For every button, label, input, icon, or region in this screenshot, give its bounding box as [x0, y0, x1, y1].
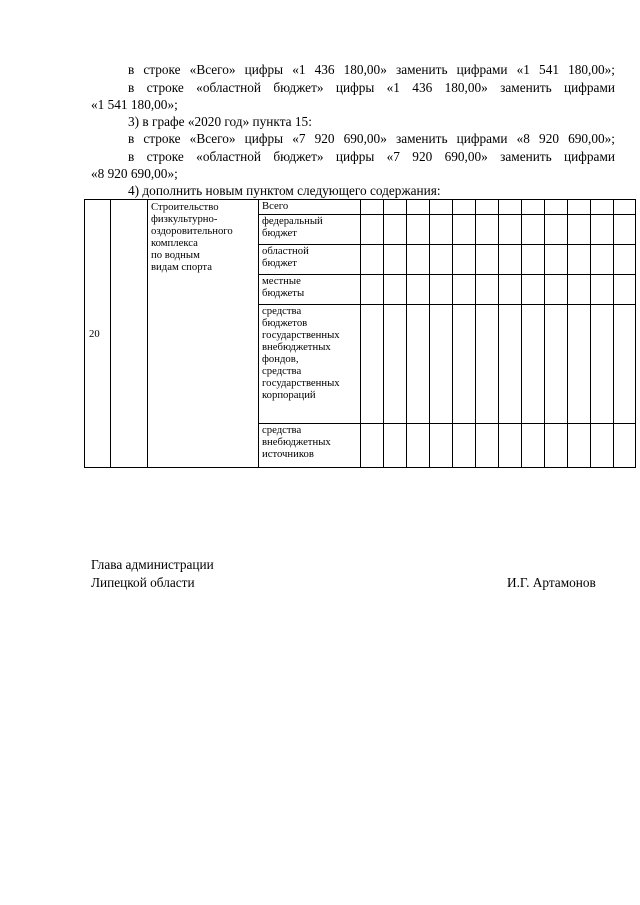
- value-cell: [476, 305, 499, 424]
- value-cell: [614, 275, 636, 305]
- value-cell: [545, 200, 568, 215]
- value-cell: [568, 200, 591, 215]
- value-cell: [545, 424, 568, 468]
- value-cell: [568, 245, 591, 275]
- value-cell: [591, 215, 614, 245]
- value-cell: [522, 215, 545, 245]
- value-cell: [614, 424, 636, 468]
- source-label-line: местные: [262, 275, 301, 287]
- table-row: [85, 200, 636, 215]
- source-label-line: средства: [262, 305, 302, 317]
- source-label-line: бюджеты: [262, 287, 305, 299]
- value-cell: [361, 275, 384, 305]
- program-table: [84, 199, 636, 468]
- amendment-line-1: в строке «Всего» цифры «1 436 180,00» заменить цифрами «1 541 180,00»;: [128, 62, 615, 77]
- value-cell: [407, 305, 430, 424]
- source-label-line: федеральный: [262, 215, 323, 227]
- value-cell: [384, 245, 407, 275]
- value-cell: [591, 424, 614, 468]
- source-label-line: бюджет: [262, 227, 297, 239]
- object-name-cell: [148, 200, 259, 468]
- amendment-line-2: в строке «областной бюджет» цифры «1 436 180,00» заменить цифрами: [128, 80, 615, 95]
- value-cell: [430, 424, 453, 468]
- value-cell: [361, 200, 384, 215]
- empty-cell: [111, 200, 148, 468]
- value-cell: [384, 424, 407, 468]
- value-cell: [476, 275, 499, 305]
- value-cell: [522, 275, 545, 305]
- object-name-line: по водным: [151, 249, 200, 261]
- value-cell: [407, 200, 430, 215]
- value-cell: [614, 245, 636, 275]
- value-cell: [522, 424, 545, 468]
- value-cell: [476, 245, 499, 275]
- source-extrabudgetary-cell: [259, 424, 361, 468]
- source-local-cell: [259, 275, 361, 305]
- value-cell: [453, 275, 476, 305]
- value-cell: [430, 305, 453, 424]
- value-cell: [384, 275, 407, 305]
- object-name-line: Строительство: [151, 201, 219, 213]
- value-cell: [545, 245, 568, 275]
- value-cell: [614, 305, 636, 424]
- value-cell: [361, 215, 384, 245]
- object-name-line: видам спорта: [151, 261, 212, 273]
- amendment-line-5-cont: «8 920 690,00»;: [91, 166, 178, 181]
- amendment-line-4: в строке «Всего» цифры «7 920 690,00» заменить цифрами «8 920 690,00»;: [128, 131, 615, 146]
- value-cell: [476, 200, 499, 215]
- item-3-heading: 3) в графе «2020 год» пункта 15:: [128, 114, 312, 129]
- source-label-line: бюджет: [262, 257, 297, 269]
- value-cell: [499, 245, 522, 275]
- value-cell: [430, 275, 453, 305]
- value-cell: [384, 305, 407, 424]
- value-cell: [453, 305, 476, 424]
- value-cell: [545, 305, 568, 424]
- source-state-funds-cell: [259, 305, 361, 424]
- source-label-line: фондов,: [262, 353, 299, 365]
- value-cell: [361, 424, 384, 468]
- signatory-name: И.Г. Артамонов: [507, 575, 596, 590]
- value-cell: [430, 245, 453, 275]
- value-cell: [407, 424, 430, 468]
- value-cell: [568, 215, 591, 245]
- value-cell: [384, 215, 407, 245]
- source-label-line: государственных: [262, 329, 340, 341]
- value-cell: [522, 305, 545, 424]
- value-cell: [453, 245, 476, 275]
- value-cell: [614, 200, 636, 215]
- value-cell: [499, 200, 522, 215]
- value-cell: [453, 424, 476, 468]
- value-cell: [568, 275, 591, 305]
- value-cell: [522, 245, 545, 275]
- source-label-line: источников: [262, 448, 314, 460]
- source-label-line: средства: [262, 365, 302, 377]
- row-number-cell: 20: [85, 200, 111, 468]
- value-cell: [499, 215, 522, 245]
- value-cell: [499, 424, 522, 468]
- value-cell: [568, 424, 591, 468]
- value-cell: [430, 200, 453, 215]
- value-cell: [568, 305, 591, 424]
- value-cell: [591, 200, 614, 215]
- item-4-heading: 4) дополнить новым пунктом следующего содержания:: [128, 183, 441, 198]
- value-cell: [499, 275, 522, 305]
- value-cell: [361, 245, 384, 275]
- source-regional-cell: [259, 245, 361, 275]
- signatory-position-line1: Глава администрации: [91, 557, 214, 572]
- value-cell: [361, 305, 384, 424]
- source-label-line: областной: [262, 245, 309, 257]
- source-label-line: средства: [262, 424, 302, 436]
- value-cell: [591, 275, 614, 305]
- amendment-line-2-cont: «1 541 180,00»;: [91, 97, 178, 112]
- value-cell: [476, 424, 499, 468]
- value-cell: [591, 305, 614, 424]
- source-label-line: бюджетов: [262, 317, 308, 329]
- value-cell: [384, 200, 407, 215]
- amendment-line-5: в строке «областной бюджет» цифры «7 920 690,00» заменить цифрами: [128, 149, 615, 164]
- value-cell: [407, 215, 430, 245]
- source-label-line: внебюджетных: [262, 436, 331, 448]
- source-label-line: государственных: [262, 377, 340, 389]
- object-name-line: комплекса: [151, 237, 198, 249]
- source-federal-cell: [259, 215, 361, 245]
- value-cell: [453, 215, 476, 245]
- value-cell: [407, 245, 430, 275]
- source-label-line: корпораций: [262, 389, 316, 401]
- source-label-line: Всего: [262, 200, 289, 212]
- value-cell: [430, 215, 453, 245]
- value-cell: [545, 215, 568, 245]
- value-cell: [499, 305, 522, 424]
- object-name-line: физкультурно-: [151, 213, 218, 225]
- value-cell: [476, 215, 499, 245]
- value-cell: [522, 200, 545, 215]
- value-cell: [453, 200, 476, 215]
- value-cell: [545, 275, 568, 305]
- object-name-line: оздоровительного: [151, 225, 233, 237]
- source-total-cell: [259, 200, 361, 215]
- value-cell: [614, 215, 636, 245]
- signatory-position-line2: Липецкой области: [91, 575, 195, 590]
- source-label-line: внебюджетных: [262, 341, 331, 353]
- value-cell: [591, 245, 614, 275]
- value-cell: [407, 275, 430, 305]
